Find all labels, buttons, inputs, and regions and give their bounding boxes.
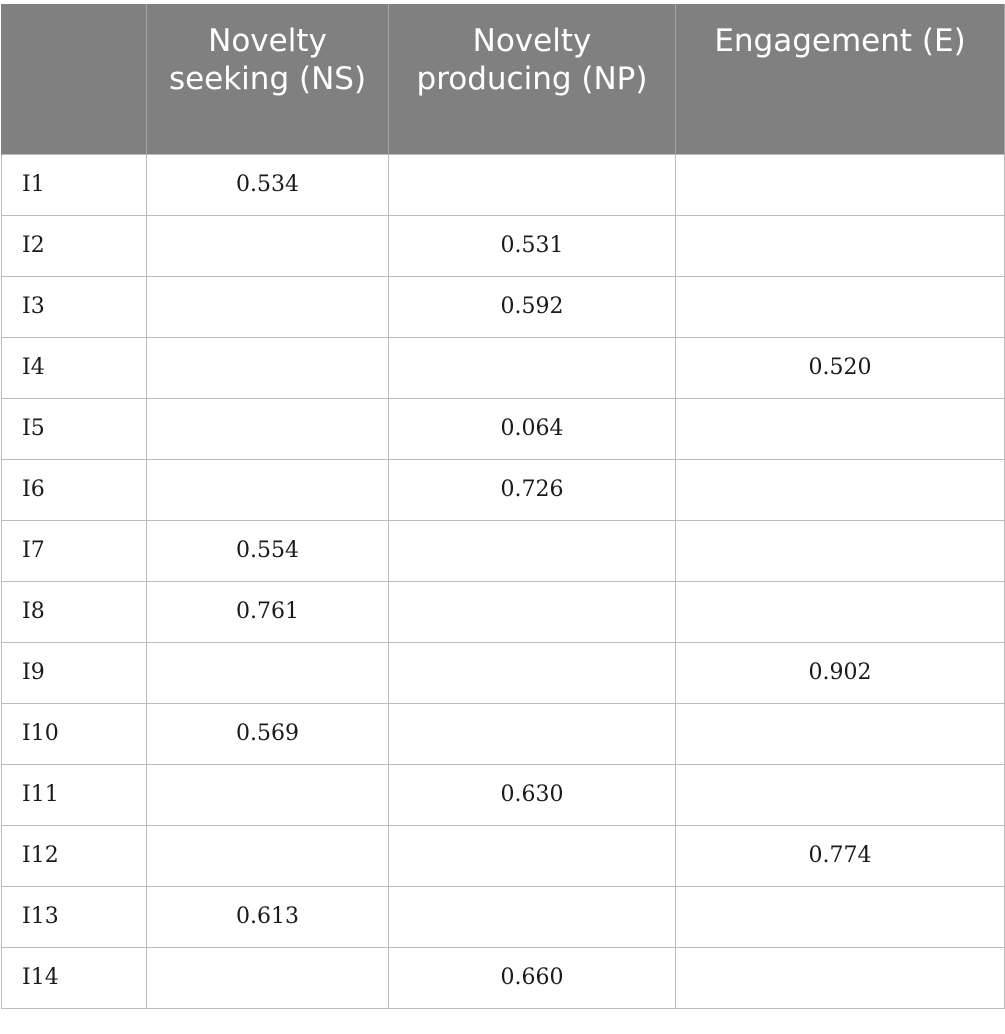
e-value-cell xyxy=(676,703,1005,764)
np-value-cell: 0.660 xyxy=(389,947,676,1008)
ns-value-cell: 0.534 xyxy=(147,154,389,215)
e-value-cell xyxy=(676,398,1005,459)
np-value-cell: 0.726 xyxy=(389,459,676,520)
ns-value-cell xyxy=(147,825,389,886)
ns-value-cell xyxy=(147,337,389,398)
ns-value-cell xyxy=(147,398,389,459)
header-row xyxy=(2,4,1005,154)
item-cell: I6 xyxy=(2,459,147,520)
e-value-cell xyxy=(676,581,1005,642)
table-row xyxy=(2,825,1005,886)
e-value-cell: 0.520 xyxy=(676,337,1005,398)
e-value-cell xyxy=(676,215,1005,276)
np-value-cell xyxy=(389,581,676,642)
e-value-cell xyxy=(676,947,1005,1008)
e-value-cell xyxy=(676,520,1005,581)
np-value-cell: 0.630 xyxy=(389,764,676,825)
item-cell: I9 xyxy=(2,642,147,703)
item-cell: I12 xyxy=(2,825,147,886)
e-value-cell: 0.902 xyxy=(676,642,1005,703)
item-cell: I7 xyxy=(2,520,147,581)
table-body xyxy=(2,154,1005,1008)
np-value-cell xyxy=(389,886,676,947)
header-novelty-producing: Novelty producing (NP) xyxy=(389,4,676,154)
item-cell: I1 xyxy=(2,154,147,215)
item-cell: I13 xyxy=(2,886,147,947)
item-cell: I14 xyxy=(2,947,147,1008)
np-value-cell: 0.064 xyxy=(389,398,676,459)
item-cell: I3 xyxy=(2,276,147,337)
np-value-cell xyxy=(389,703,676,764)
ns-value-cell xyxy=(147,947,389,1008)
ns-value-cell xyxy=(147,459,389,520)
table-row xyxy=(2,947,1005,1008)
ns-value-cell xyxy=(147,764,389,825)
header-novelty-seeking: Novelty seeking (NS) xyxy=(147,4,389,154)
table-row xyxy=(2,886,1005,947)
e-value-cell xyxy=(676,886,1005,947)
item-cell: I4 xyxy=(2,337,147,398)
table-row xyxy=(2,520,1005,581)
table-row xyxy=(2,337,1005,398)
table-row xyxy=(2,459,1005,520)
factor-loadings-table xyxy=(1,4,1005,1009)
e-value-cell: 0.774 xyxy=(676,825,1005,886)
item-cell: I2 xyxy=(2,215,147,276)
ns-value-cell: 0.761 xyxy=(147,581,389,642)
np-value-cell: 0.531 xyxy=(389,215,676,276)
e-value-cell xyxy=(676,459,1005,520)
np-value-cell: 0.592 xyxy=(389,276,676,337)
item-cell: I8 xyxy=(2,581,147,642)
e-value-cell xyxy=(676,764,1005,825)
table-row xyxy=(2,154,1005,215)
item-cell: I11 xyxy=(2,764,147,825)
e-value-cell xyxy=(676,276,1005,337)
header-item-column xyxy=(2,4,147,154)
table-row xyxy=(2,764,1005,825)
ns-value-cell xyxy=(147,215,389,276)
np-value-cell xyxy=(389,642,676,703)
table-row xyxy=(2,581,1005,642)
ns-value-cell xyxy=(147,642,389,703)
ns-value-cell xyxy=(147,276,389,337)
ns-value-cell: 0.554 xyxy=(147,520,389,581)
e-value-cell xyxy=(676,154,1005,215)
table-header xyxy=(2,4,1005,154)
header-engagement: Engagement (E) xyxy=(676,4,1005,154)
np-value-cell xyxy=(389,337,676,398)
item-cell: I10 xyxy=(2,703,147,764)
ns-value-cell: 0.613 xyxy=(147,886,389,947)
table-row xyxy=(2,703,1005,764)
table-row xyxy=(2,642,1005,703)
np-value-cell xyxy=(389,154,676,215)
item-cell: I5 xyxy=(2,398,147,459)
table-row xyxy=(2,398,1005,459)
np-value-cell xyxy=(389,825,676,886)
ns-value-cell: 0.569 xyxy=(147,703,389,764)
np-value-cell xyxy=(389,520,676,581)
table-row xyxy=(2,276,1005,337)
table-row xyxy=(2,215,1005,276)
